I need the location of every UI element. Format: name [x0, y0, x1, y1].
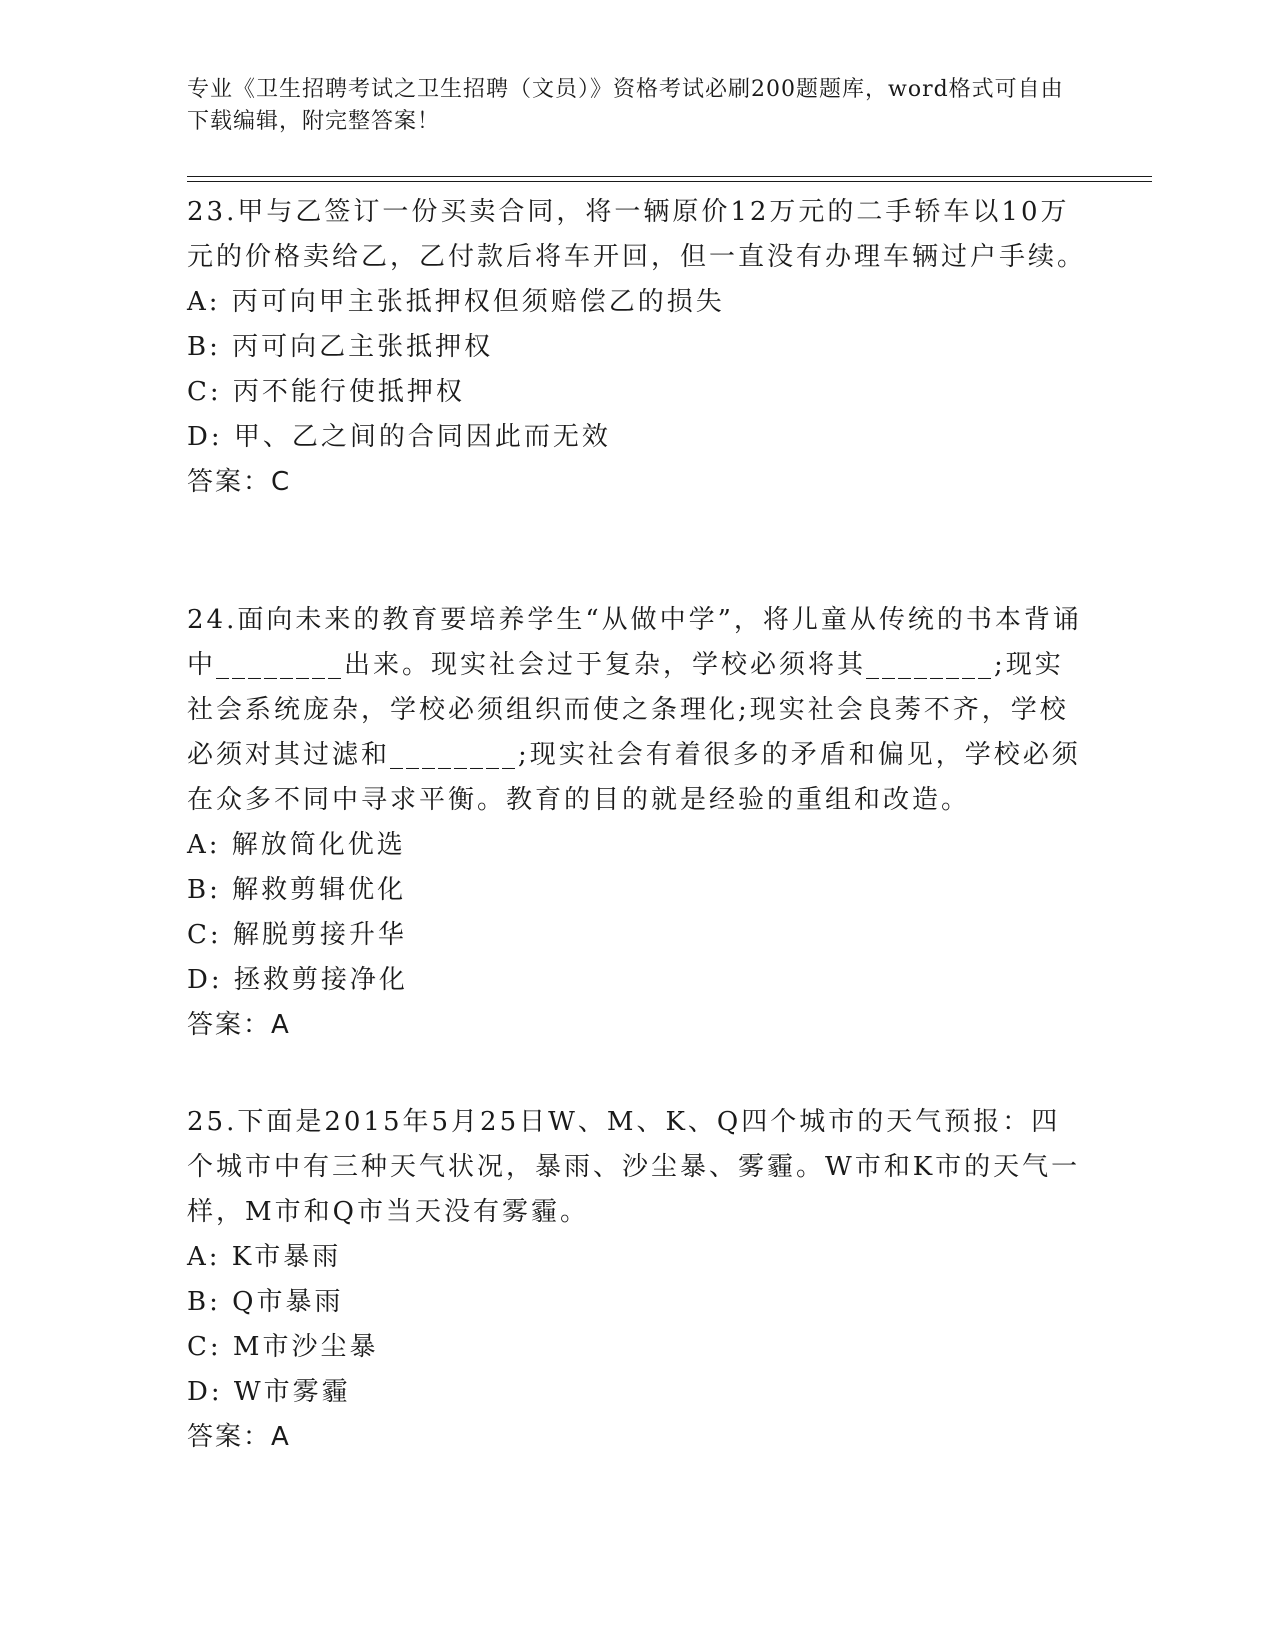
option-d: D: 拯救剪接净化 [187, 965, 408, 995]
question-stem: 25.下面是2015年5月25日W、M、K、Q四个城市的天气预报：四个城市中有三种天气状况，暴雨、沙尘暴、雾霾。W市和K市的天气一样，M市和Q市当天没有雾霾。 [187, 1107, 1081, 1227]
option-c: C: M市沙尘暴 [187, 1332, 379, 1362]
option-a: A: K市暴雨 [187, 1242, 342, 1272]
answer-label: 答案：A [187, 1010, 291, 1040]
option-d: D: 甲、乙之间的合同因此而无效 [187, 422, 611, 452]
document-header: 专业《卫生招聘考试之卫生招聘（文员）》资格考试必刷200题题库，word格式可自由下载编辑，附完整答案！ [187, 77, 1064, 134]
header-divider-top [187, 176, 1152, 177]
option-c: C: 解脱剪接升华 [187, 920, 407, 950]
header-divider-bottom [187, 181, 1152, 182]
answer-label: 答案：A [187, 1422, 291, 1452]
option-d: D: W市雾霾 [187, 1377, 351, 1407]
question-24 [187, 598, 1087, 1048]
option-c: C: 丙不能行使抵押权 [187, 377, 465, 407]
option-a: A: 丙可向甲主张抵押权但须赔偿乙的损失 [187, 287, 725, 317]
question-23 [187, 190, 1087, 505]
option-a: A: 解放简化优选 [187, 830, 406, 860]
option-b: B: Q市暴雨 [187, 1287, 344, 1317]
option-b: B: 解救剪辑优化 [187, 875, 407, 905]
question-stem: 24.面向未来的教育要培养学生“从做中学”，将儿童从传统的书本背诵中________出来。现实社会过于复杂，学校必须将其________;现实社会系统庞杂，学校必须组织而使之条理化;现实社会良莠不齐，学校必须对其过滤和________;现实社会有着很多的矛盾和偏见，学校必须在众多不同中寻求平衡。教育的目的就是经验的重组和改造。 [187, 605, 1082, 815]
answer-label: 答案：C [187, 467, 292, 497]
question-25 [187, 1100, 1087, 1460]
option-b: B: 丙可向乙主张抵押权 [187, 332, 494, 362]
question-stem: 23.甲与乙签订一份买卖合同，将一辆原价12万元的二手轿车以10万元的价格卖给乙，乙付款后将车开回，但一直没有办理车辆过户手续。 [187, 197, 1087, 272]
